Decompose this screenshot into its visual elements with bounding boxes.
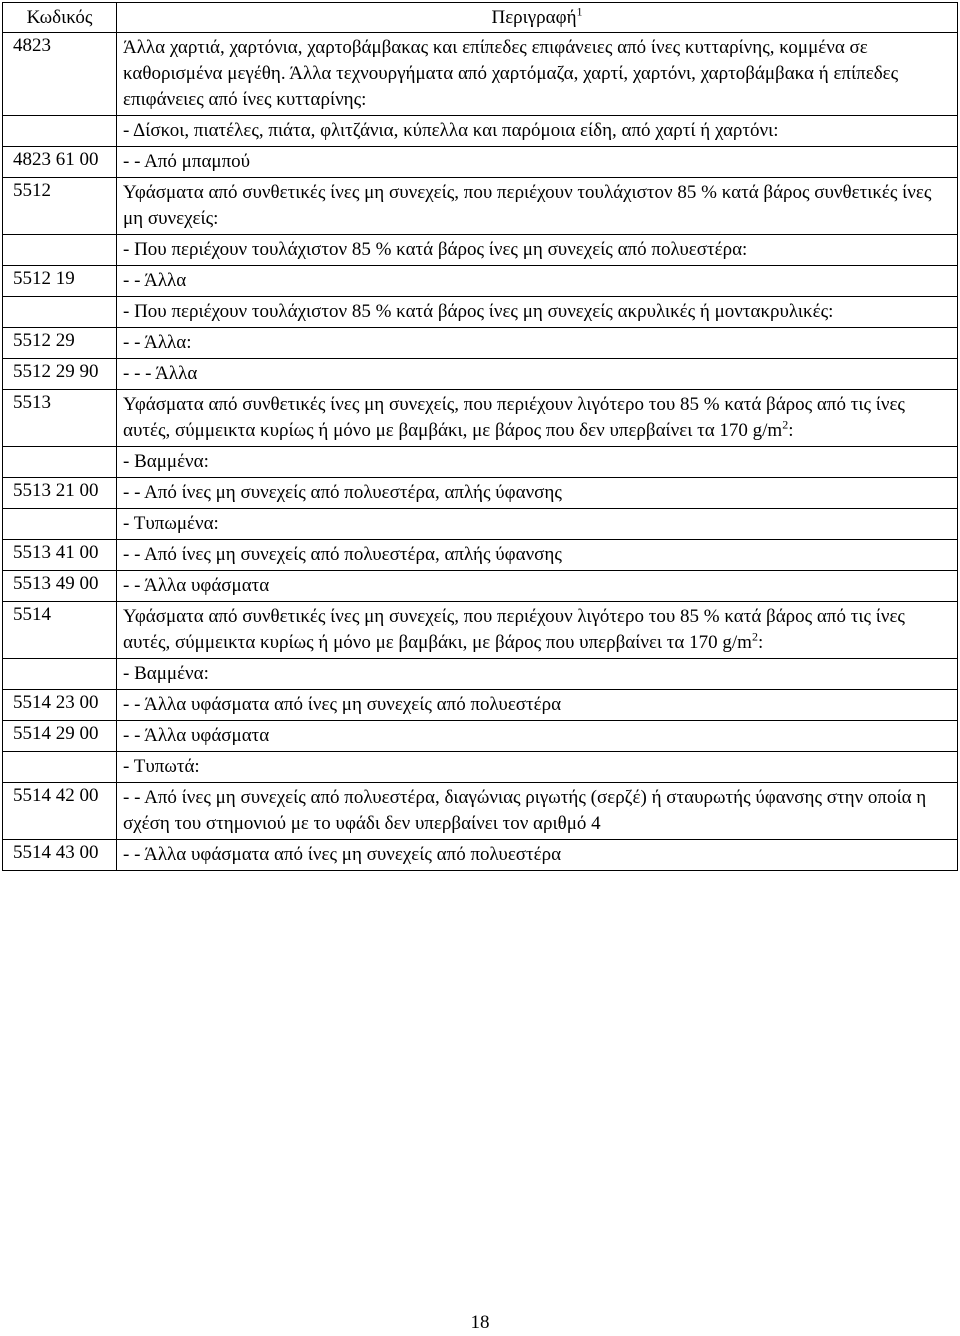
- row-code: 5514 23 00: [3, 690, 117, 721]
- row-code: [3, 447, 117, 478]
- row-description: [117, 602, 958, 659]
- row-description: Άλλα χαρτιά, χαρτόνια, χαρτοβάμβακας και επίπεδες επιφάνειες από ίνες κυτταρίνης, κομμένα σε καθορισμένα μεγέθη. Άλλα τεχνουργήματα από χαρτόμαζα, χαρτί, χαρτόνι, χαρτοβάμβακα ή επίπεδες επιφάνειες από ίνες κυτταρίνης:: [117, 33, 958, 116]
- row-description: - - - Άλλα: [117, 359, 958, 390]
- row-code: 5513 41 00: [3, 540, 117, 571]
- row-description: - Δίσκοι, πιατέλες, πιάτα, φλιτζάνια, κύπελλα και παρόμοια είδη, από χαρτί ή χαρτόνι:: [117, 116, 958, 147]
- table-row: [3, 721, 958, 752]
- row-description: - - Άλλα υφάσματα από ίνες μη συνεχείς από πολυεστέρα: [117, 690, 958, 721]
- table-row: [3, 783, 958, 840]
- header-description-label: Περιγραφή: [491, 7, 577, 28]
- row-code: [3, 659, 117, 690]
- row-description: - - Από μπαμπού: [117, 147, 958, 178]
- row-description: - - Από ίνες μη συνεχείς από πολυεστέρα, απλής ύφανσης: [117, 540, 958, 571]
- row-code: 5514 42 00: [3, 783, 117, 840]
- row-description: - Που περιέχουν τουλάχιστον 85 % κατά βάρος ίνες μη συνεχείς από πολυεστέρα:: [117, 235, 958, 266]
- row-code: 5512 19: [3, 266, 117, 297]
- row-description: - - Άλλα: [117, 266, 958, 297]
- table-row: [3, 359, 958, 390]
- page-number: 18: [470, 1312, 490, 1333]
- table-row: [3, 752, 958, 783]
- table-row: [3, 540, 958, 571]
- row-code: 5512: [3, 178, 117, 235]
- row-description: - Τυπωτά:: [117, 752, 958, 783]
- row-description-tail: :: [788, 420, 794, 441]
- table-row: [3, 840, 958, 871]
- table-row: [3, 447, 958, 478]
- row-code: 5513 49 00: [3, 571, 117, 602]
- tariff-code-table: [2, 2, 958, 871]
- row-code: 5513: [3, 390, 117, 447]
- table-row: [3, 328, 958, 359]
- row-code: 5513 21 00: [3, 478, 117, 509]
- table-row: [3, 602, 958, 659]
- row-code: 5514: [3, 602, 117, 659]
- table-row: [3, 690, 958, 721]
- table-row: [3, 509, 958, 540]
- table-row: [3, 659, 958, 690]
- table-row: [3, 571, 958, 602]
- row-code: [3, 509, 117, 540]
- row-description: - - Άλλα:: [117, 328, 958, 359]
- row-description: - Βαμμένα:: [117, 659, 958, 690]
- footnote-mark: 1: [576, 4, 583, 19]
- table-row: [3, 147, 958, 178]
- row-code: 4823 61 00: [3, 147, 117, 178]
- row-description: - - Από ίνες μη συνεχείς από πολυεστέρα, διαγώνιας ριγωτής (σερζέ) ή σταυρωτής ύφανσης στην οποία η σχέση του στημονιού με το υφάδι δεν υπερβαίνει τον αριθμό 4: [117, 783, 958, 840]
- row-description: Υφάσματα από συνθετικές ίνες μη συνεχείς, που περιέχουν τουλάχιστον 85 % κατά βάρος συνθετικές ίνες μη συνεχείς:: [117, 178, 958, 235]
- table-row: [3, 33, 958, 116]
- table-row: [3, 390, 958, 447]
- row-code: [3, 235, 117, 266]
- row-code: [3, 297, 117, 328]
- table-header-row: [3, 3, 958, 33]
- row-code: 4823: [3, 33, 117, 116]
- row-description: - Βαμμένα:: [117, 447, 958, 478]
- table-row: [3, 116, 958, 147]
- row-description-text: Υφάσματα από συνθετικές ίνες μη συνεχείς, που περιέχουν λιγότερο του 85 % κατά βάρος από τις ίνες αυτές, σύμμεικτα κυρίως ή μόνο με βαμβάκι, με βάρος που δεν υπερβαίνει τα 170 g/m: [123, 394, 905, 441]
- row-description-text: Υφάσματα από συνθετικές ίνες μη συνεχείς, που περιέχουν λιγότερο του 85 % κατά βάρος από τις ίνες αυτές, σύμμεικτα κυρίως ή μόνο με βαμβάκι, με βάρος που υπερβαίνει τα 170 g/m: [123, 606, 905, 653]
- row-code: 5514 43 00: [3, 840, 117, 871]
- table-row: [3, 266, 958, 297]
- row-description: - Που περιέχουν τουλάχιστον 85 % κατά βάρος ίνες μη συνεχείς ακρυλικές ή μοντακρυλικές:: [117, 297, 958, 328]
- row-description-tail: :: [757, 632, 764, 653]
- row-description: [117, 390, 958, 447]
- table-row: [3, 297, 958, 328]
- table-row: [3, 178, 958, 235]
- row-description: - - Άλλα υφάσματα: [117, 571, 958, 602]
- header-code: Κωδικός: [3, 3, 117, 33]
- row-description: - - Άλλα υφάσματα από ίνες μη συνεχείς από πολυεστέρα: [117, 840, 958, 871]
- table-row: [3, 478, 958, 509]
- row-code: 5512 29: [3, 328, 117, 359]
- superscript-exponent: 2: [782, 417, 789, 432]
- row-code: [3, 116, 117, 147]
- table-row: [3, 235, 958, 266]
- row-code: 5514 29 00: [3, 721, 117, 752]
- row-code: 5512 29 90: [3, 359, 117, 390]
- superscript-exponent: 2: [751, 629, 758, 644]
- row-description: - - Από ίνες μη συνεχείς από πολυεστέρα, απλής ύφανσης: [117, 478, 958, 509]
- row-description: - - Άλλα υφάσματα: [117, 721, 958, 752]
- header-description: [117, 3, 958, 33]
- row-description: - Τυπωμένα:: [117, 509, 958, 540]
- row-code: [3, 752, 117, 783]
